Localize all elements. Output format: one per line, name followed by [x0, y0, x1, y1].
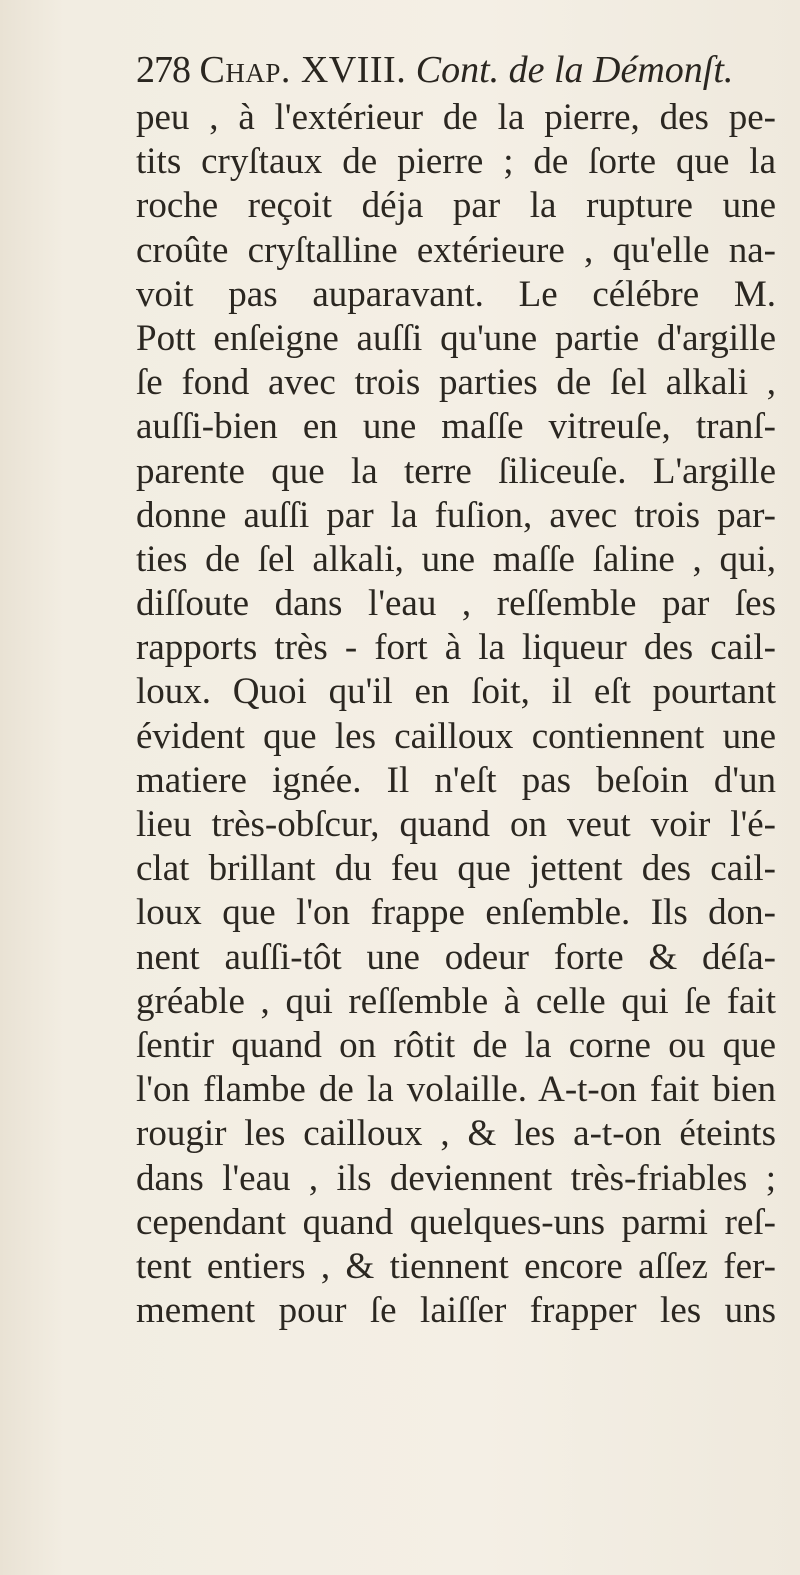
text-line: peu , à l'extérieur de la pierre, des pe-	[136, 97, 776, 138]
text-line: auſſi-bien en une maſſe vitreuſe, tranſ-	[136, 406, 776, 448]
text-line: diſſoute dans l'eau , reſſemble par ſes	[136, 583, 776, 625]
text-line: matiere ignée. Il n'eſt pas beſoin d'un	[136, 759, 776, 801]
text-line: lieu très-obſcur, quand on veut voir l'é-	[136, 804, 776, 845]
text-line: ſe fond avec trois parties de ſel alkali ,	[136, 362, 776, 404]
text-line: ſentir quand on rôtit de la corne ou que	[136, 1024, 776, 1066]
page-number: 278	[136, 49, 190, 91]
text-line: tits cryſtaux de pierre ; de ſorte que la	[136, 141, 776, 183]
text-line: mement pour ſe laiſſer frapper les uns	[136, 1290, 776, 1332]
text-line: loux. Quoi qu'il en ſoit, il eſt pourtant	[136, 671, 776, 713]
text-line: roche reçoit déja par la rupture une	[136, 185, 776, 227]
running-title: Cont. de la Démonſt.	[415, 49, 734, 91]
text-line: parente que la terre ſiliceuſe. L'argille	[136, 450, 776, 492]
text-line: donne auſſi par la fuſion, avec trois par-	[136, 494, 776, 536]
text-line: évident que les cailloux contiennent une	[136, 715, 776, 757]
text-line: voit pas auparavant. Le célébre M.	[136, 273, 776, 315]
chapter-label: Chap. XVIII.	[199, 49, 407, 91]
text-line: rougir les cailloux , & les a-t-on éteints	[136, 1113, 776, 1155]
text-line: cependant quand quelques-uns parmi reſ-	[136, 1201, 776, 1243]
text-line: loux que l'on frappe enſemble. Ils don-	[136, 892, 776, 934]
text-line: rapports très - fort à la liqueur des cail-	[136, 627, 776, 669]
text-line: clat brillant du feu que jettent des cail-	[136, 848, 776, 890]
text-line: Pott enſeigne auſſi qu'une partie d'argille	[136, 317, 776, 359]
text-line: croûte cryſtalline extérieure , qu'elle na-	[136, 229, 776, 271]
text-line: gréable , qui reſſemble à celle qui ſe fait	[136, 980, 776, 1022]
text-line: l'on flambe de la volaille. A-t-on fait bien	[136, 1069, 776, 1111]
text-line: nent auſſi-tôt une odeur forte & déſa-	[136, 936, 776, 978]
running-header	[136, 44, 776, 96]
text-line: dans l'eau , ils deviennent très-friables ;	[136, 1157, 776, 1199]
body-text	[136, 96, 776, 1333]
text-line: tent entiers , & tiennent encore aſſez fer-	[136, 1245, 776, 1287]
text-line: ties de ſel alkali, une maſſe ſaline , qui,	[136, 538, 776, 580]
